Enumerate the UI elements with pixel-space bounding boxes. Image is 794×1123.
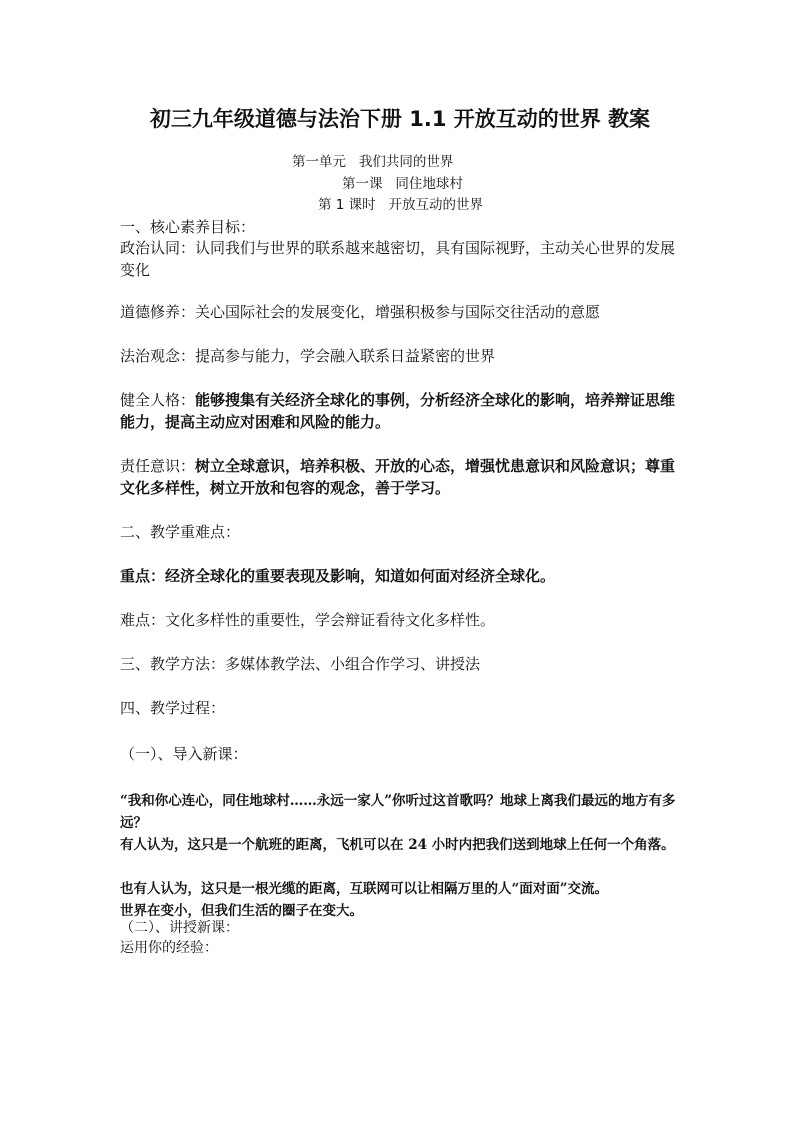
- plane-paragraph: 有人认为，这只是一个航班的距离，飞机可以在 24 小时内把我们送到地球上任何一个角落。: [120, 837, 675, 853]
- key-point: 重点：经济全球化的重要表现及影响，知道如何面对经济全球化。: [120, 567, 556, 585]
- lesson-heading: 第一课 同住地球村: [342, 176, 463, 192]
- cable-paragraph: 也有人认为，这只是一根光缆的距离，互联网可以让相隔万里的人“面对面”交流。: [120, 881, 609, 897]
- personality-objective: [120, 389, 680, 433]
- experience-prompt: 运用你的经验：: [120, 940, 218, 956]
- section2-heading: 二、教学重难点：: [120, 523, 241, 541]
- section4-heading: 四、教学过程：: [120, 699, 226, 717]
- song-paragraph: “我和你心连心，同住地球村……永远一家人”你听过这首歌吗？地球上离我们最远的地方有多远？: [120, 793, 676, 831]
- section3-methods: 三、教学方法：多媒体教学法、小组合作学习、讲授法: [120, 655, 481, 673]
- document-title: 初三九年级道德与法治下册 1.1 开放互动的世界 教案: [149, 107, 651, 131]
- part1-heading: （一）、导入新课：: [120, 745, 248, 763]
- law-objective: [120, 345, 680, 367]
- politics-label: 政治认同：: [120, 239, 196, 257]
- moral-label: 道德修养：: [120, 303, 196, 321]
- personality-label: 健全人格：: [120, 391, 196, 409]
- politics-text: 认同我们与世界的联系越来越密切，具有国际视野，主动关心世界的发展变化: [120, 239, 676, 279]
- law-label: 法治观念：: [120, 347, 196, 365]
- moral-text: 关心国际社会的发展变化，增强积极参与国际交往活动的意愿: [195, 303, 601, 321]
- part2-heading: （二）、讲授新课：: [120, 920, 239, 936]
- period-heading: 第 1 课时 开放互动的世界: [318, 197, 484, 213]
- law-text: 提高参与能力，学会融入联系日益紧密的世界: [195, 347, 496, 365]
- unit-heading: 第一单元 我们共同的世界: [292, 154, 454, 170]
- section1-heading: 一、核心素养目标：: [120, 218, 256, 236]
- world-change-paragraph: 世界在变小，但我们生活的圈子在变大。: [120, 903, 363, 919]
- responsibility-text: 树立全球意识，培养积极、开放的心态，增强忧患意识和风险意识；尊重文化多样性，树立开放和包容的观念，善于学习。: [120, 457, 676, 497]
- moral-objective: [120, 301, 680, 323]
- difficulty-point: 难点：文化多样性的重要性，学会辩证看待文化多样性。: [120, 611, 496, 629]
- personality-text: 能够搜集有关经济全球化的事例，分析经济全球化的影响，培养辩证思维能力，提高主动应对困难和风险的能力。: [120, 391, 676, 431]
- responsibility-label: 责任意识：: [120, 457, 196, 475]
- responsibility-objective: [120, 455, 680, 499]
- politics-objective: [120, 237, 680, 281]
